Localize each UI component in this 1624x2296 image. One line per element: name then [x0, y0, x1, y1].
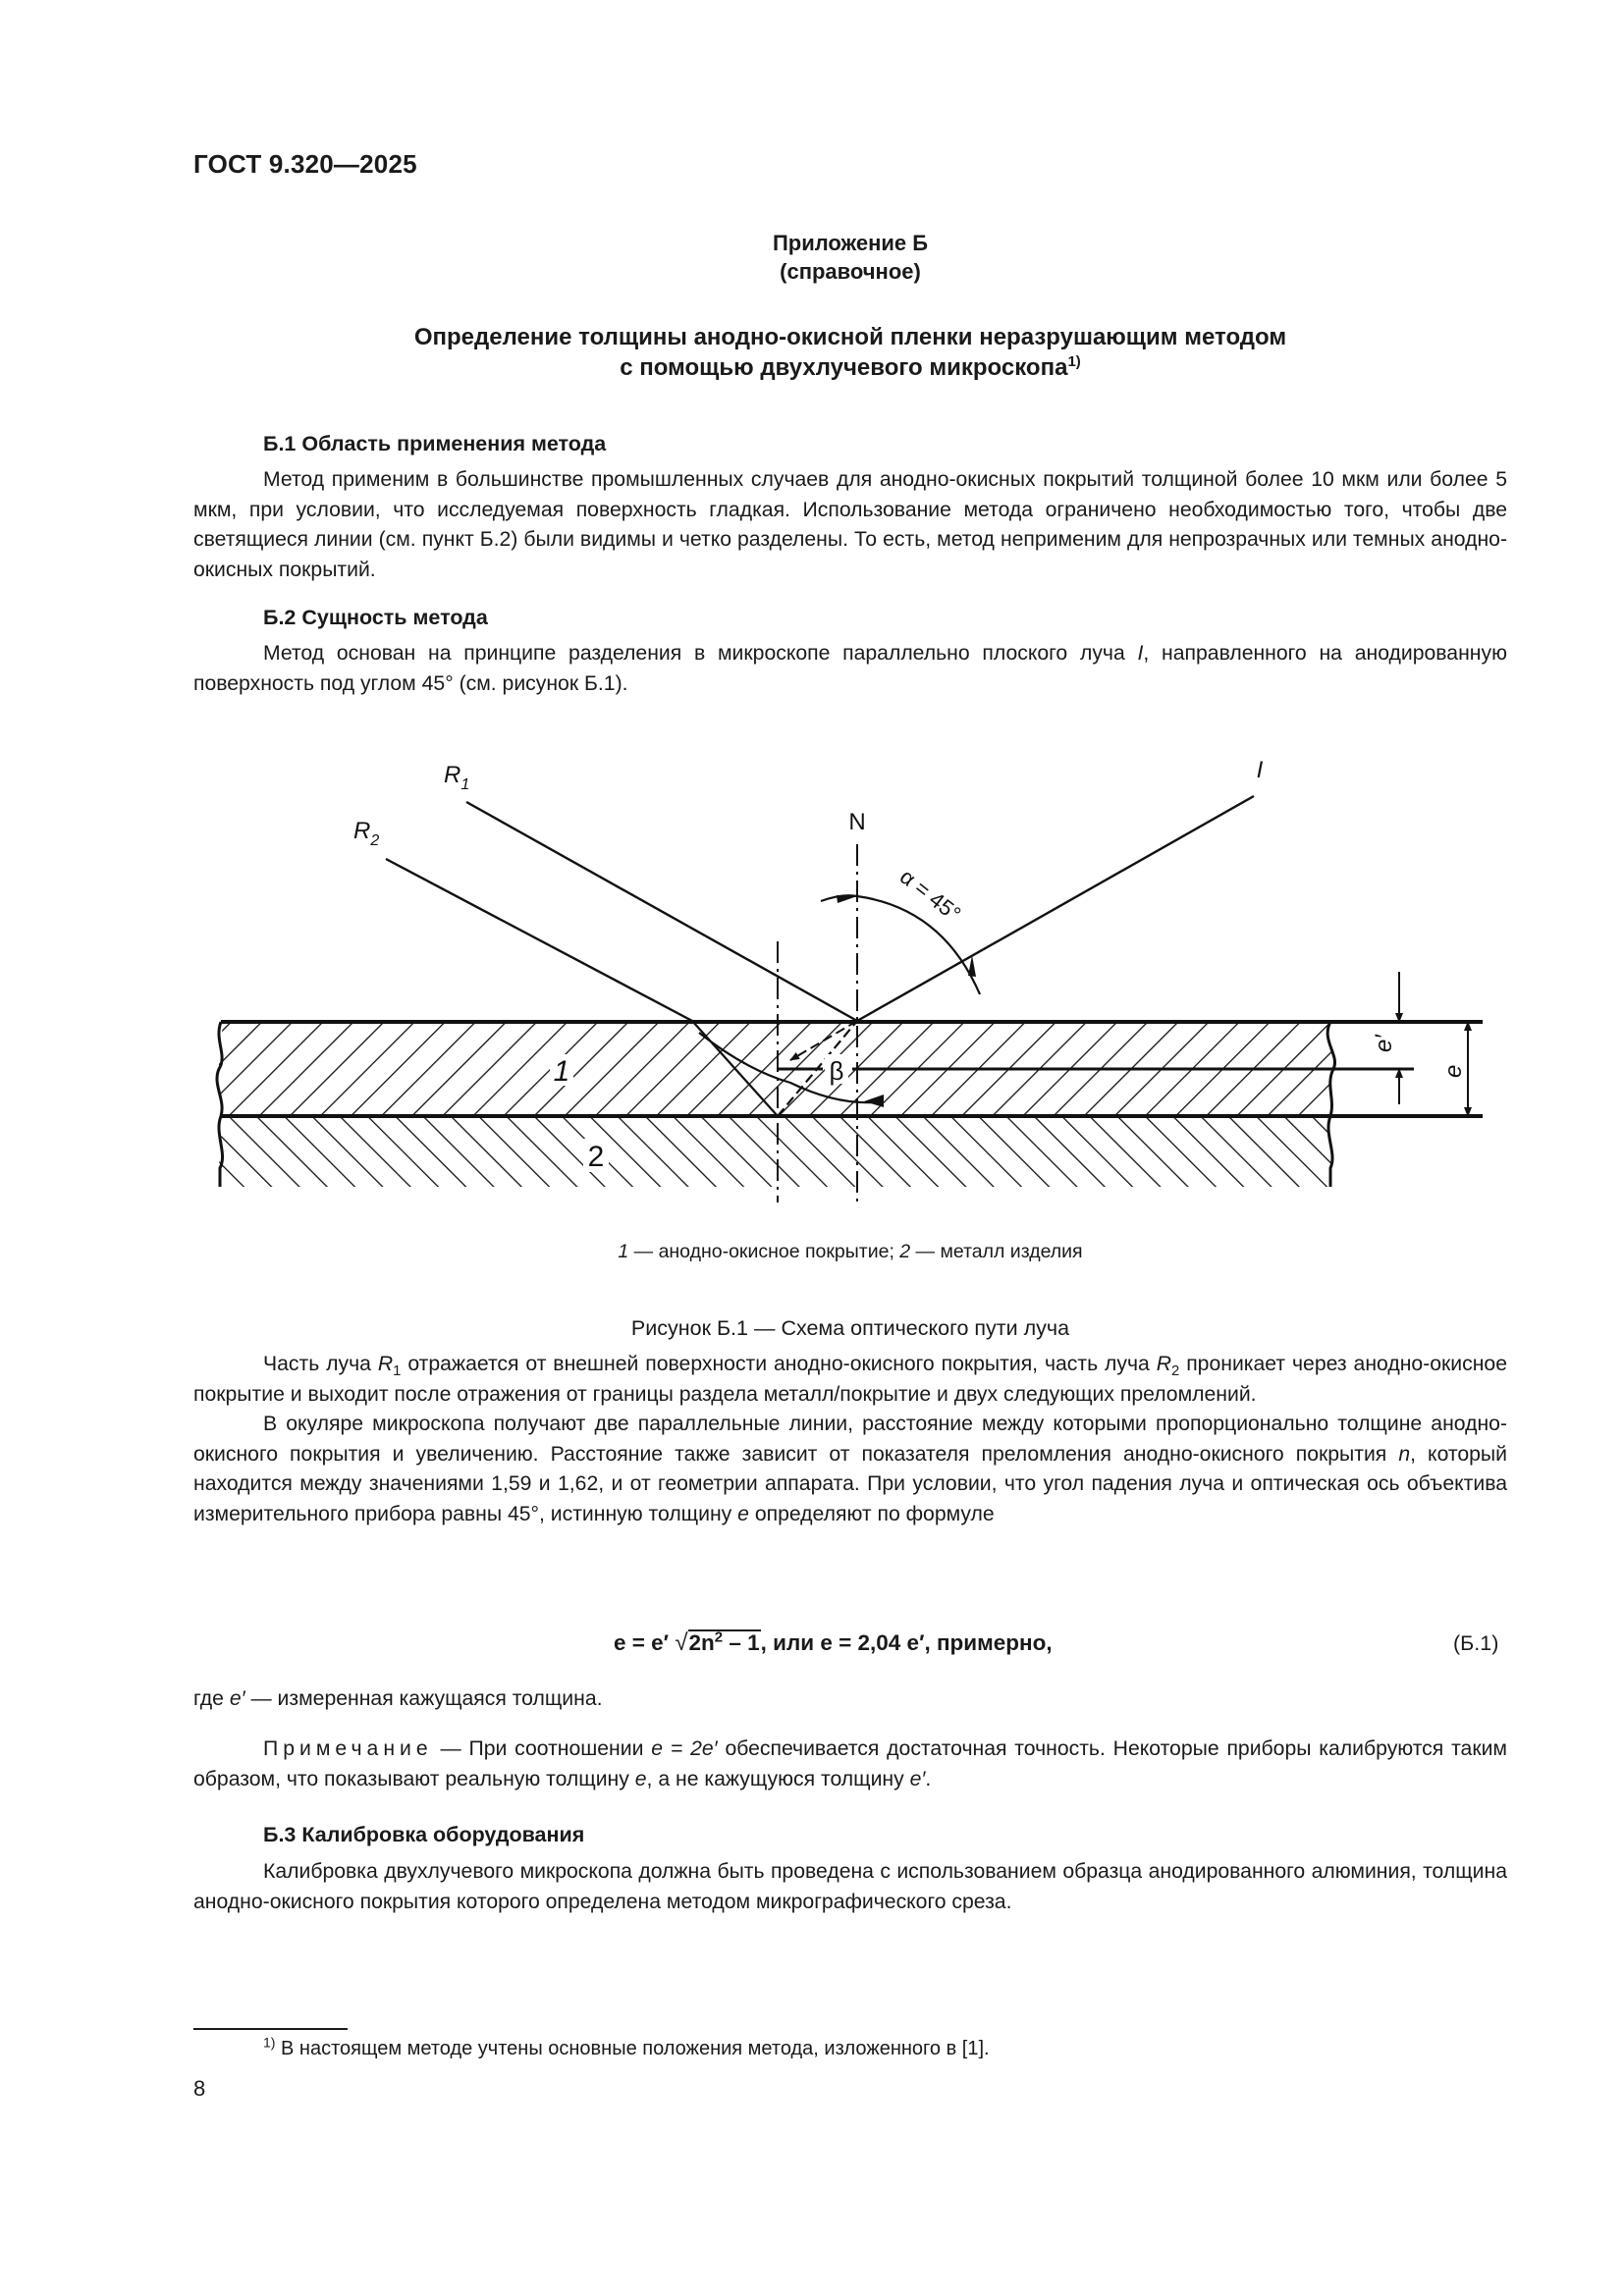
label-layer-1: 1: [553, 1055, 570, 1088]
figure-caption: Рисунок Б.1 — Схема оптического пути луча: [630, 1316, 1070, 1340]
text-run: обеспечивается достаточная точность. Некоторые приборы калибруются таким образом, что показывают реальную толщину: [193, 1737, 1507, 1790]
paragraph-rays: [193, 1350, 1507, 1410]
text-run: , направленного на анодированную поверхность под углом 45° (см. рисунок Б.1).: [193, 642, 1507, 695]
label-normal: N: [848, 809, 866, 835]
text-run: проникает через анодно-окисное покрытие и выходит после отражения от границы раздела металл/покрытие и двух следующих преломлений.: [193, 1353, 1507, 1406]
var-r2-sub: 2: [1171, 1363, 1180, 1379]
label-incident: I: [1256, 757, 1264, 783]
label-dim-e: e: [1440, 1064, 1467, 1078]
label-r2: $R_2$: [353, 818, 380, 849]
section-b2-body: [193, 1350, 1507, 1529]
var-r1: R: [377, 1353, 394, 1375]
legend-text-2: — металл изделия: [910, 1241, 1083, 1262]
label-r1: $R_1$: [444, 762, 470, 793]
footnote-mark: 1): [263, 2034, 276, 2051]
label-layer-2: 2: [587, 1141, 605, 1173]
annex-title-line-1: Определение толщины анодно-окисной пленки неразрушающим методом: [413, 324, 1287, 350]
note-equation: e = 2e′: [651, 1737, 718, 1760]
annex-label: Приложение Б: [772, 231, 929, 255]
section-b3-heading: Б.3 Калибровка оборудования: [263, 1823, 585, 1846]
section-b1-heading: Б.1 Область применения метода: [263, 432, 607, 455]
radicand-base: 2n: [688, 1630, 715, 1655]
incident-ray-i: [857, 796, 1254, 1021]
where-text: — измеренная кажущаяся толщина.: [244, 1687, 603, 1710]
radicand-tail: – 1: [723, 1630, 760, 1655]
text-run: отражается от внешней поверхности анодно-окисного покрытия, часть луча: [401, 1353, 1157, 1375]
metal-layer: [219, 1116, 1332, 1187]
legend-text-1: — анодно-окисное покрытие;: [628, 1241, 900, 1262]
var-r2: R: [1156, 1353, 1172, 1375]
formula-radicand: [688, 1629, 761, 1655]
annex-title-line-2-text: с помощью двухлучевого микроскопа: [620, 354, 1068, 381]
where-prefix: где: [193, 1687, 230, 1710]
footnote-separator: [193, 2028, 348, 2030]
text-run: Метод основан на принципе разделения в микроскопе параллельно плоского луча: [263, 642, 1138, 665]
note-label: Примечание: [263, 1737, 433, 1760]
text-run: В окуляре микроскопа получают две параллельные линии, расстояние между которыми пропорционально толщине анодно-окисного покрытия и увеличению. Расстояние также зависит от показателя преломления анодно-окисного покрытия: [193, 1413, 1507, 1466]
sqrt-sign: √: [675, 1629, 688, 1656]
document-number-header: ГОСТ 9.320—2025: [193, 149, 417, 179]
equation-number: (Б.1): [1453, 1631, 1499, 1655]
variable-i: I: [1137, 642, 1144, 665]
label-beta: β: [829, 1056, 844, 1086]
alpha-arrow-head-top: [837, 895, 857, 903]
where-clause: [193, 1684, 1507, 1715]
text-run: определяют по формуле: [748, 1502, 995, 1525]
text-run: , а не кажущуюся толщину: [646, 1767, 910, 1790]
footnote-text: В настоящем методе учтены основные положения метода, изложенного в [1].: [275, 2038, 990, 2059]
text-run: , который находится между значениями 1,59 и 1,62, и от геометрии аппарата. При условии, что угол падения луча и оптическая ось объектива измерительного прибора равны 45°, истинную толщину: [193, 1442, 1507, 1525]
paragraph-eyepiece: [193, 1410, 1507, 1529]
var-e: e: [737, 1502, 749, 1525]
section-b1-paragraph: Метод применим в большинстве промышленных случаев для анодно-окисных покрытий толщиной более 10 мкм или более 5 мкм, при условии, что исследуемая поверхность гладкая. Использование метода ограничено необходимостью того, чтобы две светящиеся линии (см. пункт Б.2) были видимы и четко разделены. То есть, метод неприменим для непрозрачных или темных анодно-окисных покрытий.: [193, 468, 1507, 581]
var-n: n: [1398, 1442, 1411, 1466]
footnote-reference: 1): [1067, 353, 1081, 370]
label-dim-e-prime: e′: [1371, 1035, 1397, 1052]
annex-type: (справочное): [780, 259, 921, 284]
section-b3-paragraph: Калибровка двухлучевого микроскопа должна быть проведена с использованием образца анодированного алюминия, толщина анодно-окисного покрытия которого определена методом микрографического среза.: [193, 1860, 1507, 1913]
radicand-exponent: 2: [714, 1629, 724, 1646]
text-run: — При соотношении: [432, 1737, 652, 1760]
legend-num-2: 2: [899, 1241, 911, 1262]
legend-num-1: 1: [618, 1241, 629, 1262]
where-line: [193, 1684, 1507, 1715]
note-paragraph: [193, 1735, 1507, 1794]
figure-legend: [193, 1241, 1507, 1263]
reflected-ray-r2: [386, 859, 692, 1021]
text-run: .: [925, 1767, 932, 1790]
text-run: Часть луча: [263, 1353, 378, 1375]
section-b2-heading: Б.2 Сущность метода: [263, 606, 488, 629]
formula-b1: [614, 1629, 1053, 1657]
label-alpha: α = 45°: [894, 864, 966, 927]
var-e-prime: e′: [909, 1767, 926, 1790]
footnote: [263, 2034, 990, 2060]
note-block: [193, 1735, 1507, 1794]
formula-lhs: e = e′: [614, 1630, 676, 1655]
var-r1-sub: 1: [393, 1363, 402, 1379]
section-b3-body: [193, 1857, 1507, 1917]
var-e-prime: e′: [229, 1687, 245, 1710]
var-e: e: [634, 1767, 647, 1790]
reflected-ray-r1: [466, 802, 857, 1021]
formula-rest: , или e = 2,04 e′, примерно,: [760, 1630, 1053, 1655]
page-number: 8: [193, 2076, 206, 2101]
